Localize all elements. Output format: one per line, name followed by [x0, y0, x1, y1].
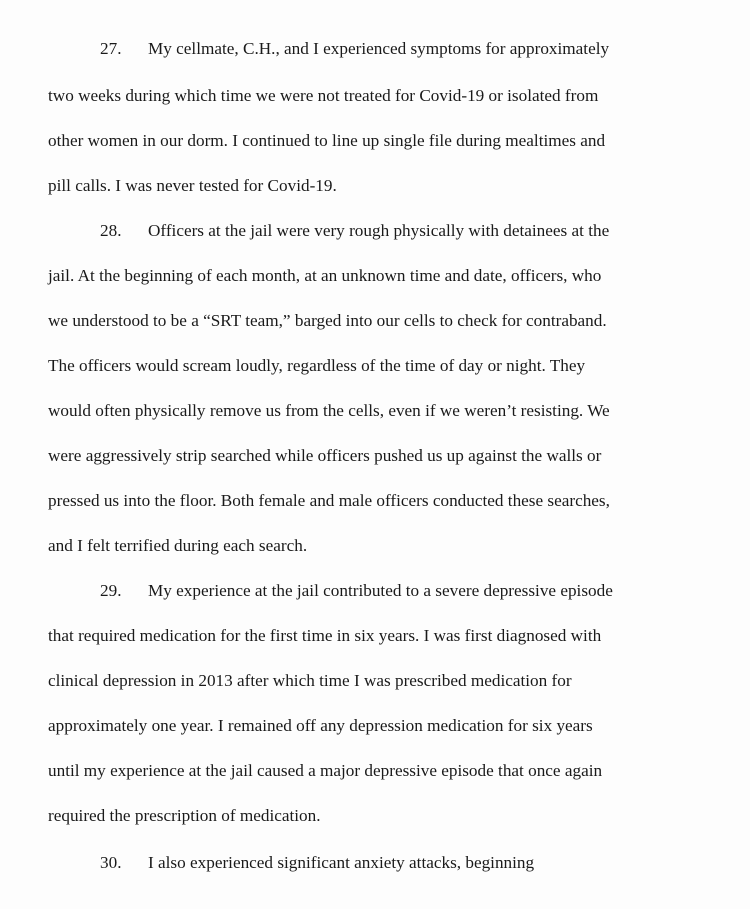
paragraph-line: required the prescription of medication. — [48, 806, 321, 825]
paragraph-line: until my experience at the jail caused a major depressive episode that once again — [48, 761, 603, 780]
paragraph-line: we understood to be a “SRT team,” barged into our cells to check for contraband. — [48, 311, 607, 330]
paragraph-first-line — [100, 220, 609, 242]
paragraph-line: The officers would scream loudly, regardless of the time of day or night. They — [48, 356, 586, 375]
paragraph-line: two weeks during which time we were not treated for Covid-19 or isolated from — [48, 86, 599, 105]
paragraph-line: pressed us into the floor. Both female and male officers conducted these searches, — [48, 491, 610, 510]
paragraph-line: clinical depression in 2013 after which time I was prescribed medication for — [48, 671, 572, 690]
paragraph-line: would often physically remove us from the cells, even if we weren’t resisting. We — [48, 401, 610, 420]
paragraph-line: jail. At the beginning of each month, at an unknown time and date, officers, who — [48, 266, 602, 285]
paragraph-line: other women in our dorm. I continued to line up single file during mealtimes and — [48, 131, 606, 150]
paragraph-number: 30. — [100, 853, 122, 872]
paragraph-text: My cellmate, C.H., and I experienced symptoms for approximately — [148, 39, 610, 58]
paragraph-text: Officers at the jail were very rough physically with detainees at the — [148, 221, 610, 240]
paragraph-first-line — [100, 852, 534, 874]
paragraph-line: approximately one year. I remained off any depression medication for six years — [48, 716, 593, 735]
paragraph-first-line — [100, 580, 613, 602]
paragraph-line: pill calls. I was never tested for Covid-19. — [48, 176, 337, 195]
paragraph-first-line — [100, 38, 609, 60]
paragraph-number: 27. — [100, 39, 122, 58]
paragraph-line: and I felt terrified during each search. — [48, 536, 308, 555]
paragraph-text: I also experienced significant anxiety attacks, beginning — [148, 853, 535, 872]
paragraph-line: were aggressively strip searched while officers pushed us up against the walls or — [48, 446, 602, 465]
paragraph-number: 28. — [100, 221, 122, 240]
paragraph-text: My experience at the jail contributed to a severe depressive episode — [148, 581, 613, 600]
paragraph-number: 29. — [100, 581, 122, 600]
paragraph-line: that required medication for the first time in six years. I was first diagnosed with — [48, 626, 602, 645]
